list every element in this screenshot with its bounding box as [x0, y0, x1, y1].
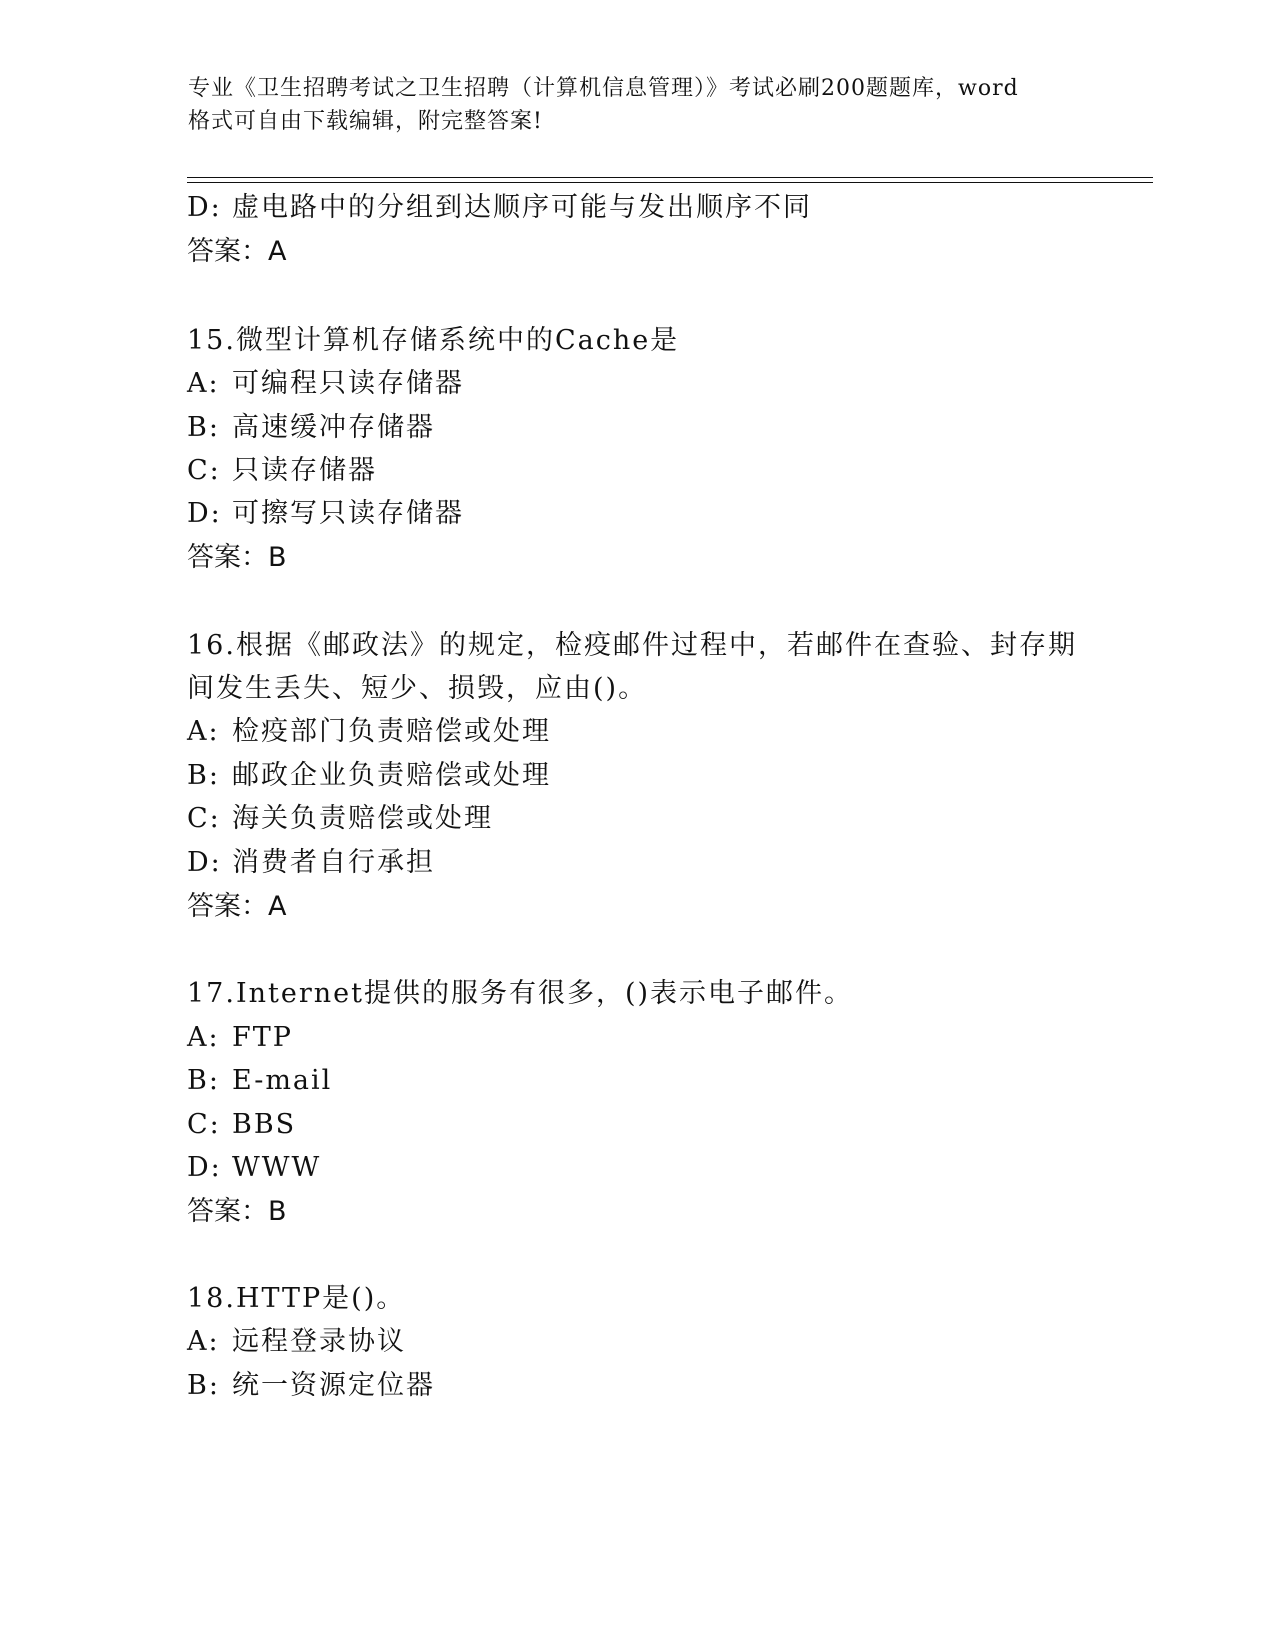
option-d — [187, 497, 464, 531]
option-text: BBS — [232, 1109, 297, 1140]
question-stem: 16.根据《邮政法》的规定，检疫邮件过程中，若邮件在查验、封存期 — [187, 630, 1077, 661]
option-a — [187, 367, 464, 401]
option-d — [187, 191, 812, 225]
option-text: 高速缓冲存储器 — [232, 412, 435, 443]
option-b — [187, 411, 435, 445]
answer-line: 答案：A — [187, 891, 287, 922]
question-stem: 15.微型计算机存储系统中的Cache是 — [187, 325, 680, 356]
option-letter: B: — [187, 760, 220, 791]
option-letter: D: — [187, 847, 222, 878]
question-stem: 17.Internet提供的服务有很多，()表示电子邮件。 — [187, 978, 854, 1009]
option-text: 远程登录协议 — [232, 1326, 406, 1357]
option-letter: C: — [187, 803, 221, 834]
option-letter: A: — [187, 716, 220, 747]
option-letter: B: — [187, 1065, 220, 1096]
option-text: WWW — [232, 1152, 322, 1183]
option-letter: C: — [187, 455, 221, 486]
option-text: E-mail — [232, 1065, 333, 1096]
header-line-2: 格式可自由下载编辑，附完整答案! — [188, 109, 543, 134]
option-text: 检疫部门负责赔偿或处理 — [232, 716, 551, 747]
option-text: 可擦写只读存储器 — [232, 498, 464, 529]
option-c — [187, 454, 377, 488]
option-text: FTP — [232, 1022, 293, 1053]
option-text: 可编程只读存储器 — [232, 368, 464, 399]
document-header — [188, 72, 1088, 138]
option-d — [187, 846, 435, 880]
option-a — [187, 1325, 406, 1359]
option-b — [187, 1369, 435, 1403]
option-c — [187, 802, 493, 836]
option-letter: A: — [187, 1022, 220, 1053]
option-c — [187, 1108, 296, 1142]
question-stem-continued: 间发生丢失、短少、损毁，应由()。 — [187, 673, 648, 704]
option-letter: C: — [187, 1109, 221, 1140]
option-letter: B: — [187, 1370, 220, 1401]
option-a — [187, 1021, 293, 1055]
header-line-1: 专业《卫生招聘考试之卫生招聘（计算机信息管理）》考试必刷200题题库，word — [188, 76, 1019, 101]
option-text: 统一资源定位器 — [232, 1370, 435, 1401]
option-text: 只读存储器 — [232, 455, 377, 486]
option-text: 消费者自行承担 — [232, 847, 435, 878]
option-letter: A: — [187, 1326, 220, 1357]
option-letter: A: — [187, 368, 220, 399]
option-letter: D: — [187, 498, 222, 529]
option-letter: D: — [187, 192, 222, 223]
option-text: 邮政企业负责赔偿或处理 — [232, 760, 551, 791]
option-text: 海关负责赔偿或处理 — [232, 803, 493, 834]
answer-line: 答案：B — [187, 1196, 287, 1227]
option-a — [187, 715, 551, 749]
answer-line: 答案：A — [187, 236, 287, 267]
option-letter: D: — [187, 1152, 222, 1183]
option-b — [187, 1064, 332, 1098]
option-letter: B: — [187, 412, 220, 443]
header-divider-bottom — [187, 182, 1153, 183]
answer-line: 答案：B — [187, 542, 287, 573]
option-d — [187, 1151, 321, 1185]
option-text: 虚电路中的分组到达顺序可能与发出顺序不同 — [232, 192, 812, 223]
question-stem: 18.HTTP是()。 — [187, 1283, 406, 1314]
option-b — [187, 759, 551, 793]
header-divider-top — [187, 177, 1153, 178]
